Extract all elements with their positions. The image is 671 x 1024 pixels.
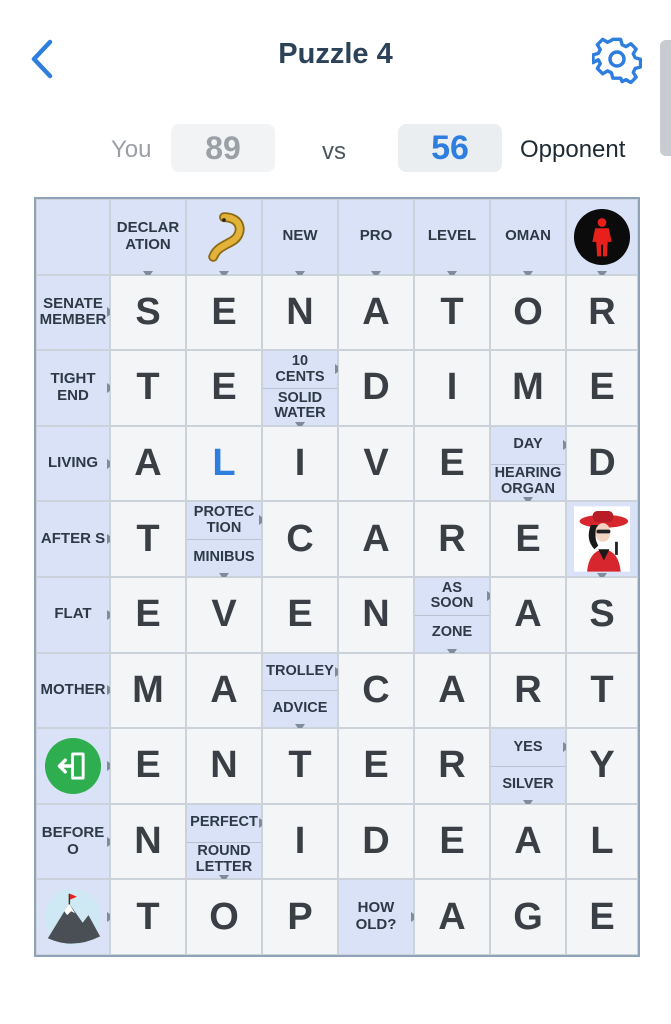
- letter-cell[interactable]: [110, 350, 186, 426]
- page-title: Puzzle 4: [278, 38, 393, 70]
- letter-cell[interactable]: [110, 653, 186, 729]
- letter-cell[interactable]: [566, 804, 638, 880]
- cell-letter: E: [589, 366, 615, 409]
- letter-cell[interactable]: [338, 501, 414, 577]
- letter-cell[interactable]: [262, 501, 338, 577]
- clue-text-bottom: SOLID WATER: [274, 389, 326, 422]
- letter-cell[interactable]: [490, 350, 566, 426]
- letter-cell[interactable]: [490, 879, 566, 955]
- cell-letter: I: [446, 366, 458, 409]
- letter-cell[interactable]: [490, 275, 566, 351]
- picture-clue-cell[interactable]: [186, 199, 262, 275]
- letter-cell[interactable]: [186, 728, 262, 804]
- letter-cell[interactable]: [110, 728, 186, 804]
- letter-cell[interactable]: [566, 275, 638, 351]
- clue-text: BEFORE O: [41, 823, 105, 858]
- clue-cell[interactable]: [36, 501, 110, 577]
- split-clue-cell[interactable]: [262, 653, 338, 729]
- cell-letter: L: [212, 442, 236, 485]
- exit-door-icon: [37, 729, 109, 803]
- cell-letter: A: [438, 668, 466, 711]
- clue-cell[interactable]: [36, 577, 110, 653]
- letter-cell[interactable]: [338, 275, 414, 351]
- letter-cell[interactable]: [414, 350, 490, 426]
- clue-text-top: PROTEC TION: [187, 502, 261, 540]
- clue-text-top: PERFECT: [187, 805, 261, 843]
- clue-text-top: DAY: [491, 427, 565, 465]
- cell-letter: R: [438, 517, 466, 560]
- letter-cell[interactable]: [490, 501, 566, 577]
- cell-letter: S: [589, 593, 615, 636]
- cell-letter: Y: [589, 744, 615, 787]
- cell-letter: L: [590, 820, 614, 863]
- cell-letter: R: [588, 290, 616, 333]
- cell-letter: G: [513, 895, 543, 938]
- letter-cell[interactable]: [262, 804, 338, 880]
- letter-cell[interactable]: [414, 879, 490, 955]
- cell-letter: N: [286, 290, 314, 333]
- split-clue-cell[interactable]: [414, 577, 490, 653]
- letter-cell[interactable]: [338, 804, 414, 880]
- clue-text: HOW OLD?: [355, 899, 397, 934]
- woman-in-red-hat-icon: [567, 502, 637, 576]
- letter-cell[interactable]: [566, 879, 638, 955]
- letter-cell[interactable]: [262, 879, 338, 955]
- cell-letter: N: [134, 820, 162, 863]
- picture-clue-cell[interactable]: [566, 501, 638, 577]
- cell-letter: M: [132, 668, 164, 711]
- cell-letter: T: [440, 290, 464, 333]
- cell-letter: E: [439, 442, 465, 485]
- header: [0, 0, 671, 110]
- cell-letter: V: [363, 442, 389, 485]
- letter-cell[interactable]: [490, 577, 566, 653]
- cell-letter: S: [135, 290, 161, 333]
- letter-cell[interactable]: [414, 275, 490, 351]
- cell-letter: T: [590, 668, 614, 711]
- split-clue-cell[interactable]: [262, 350, 338, 426]
- clue-text-bottom: MINIBUS: [193, 548, 255, 565]
- settings-button[interactable]: [592, 34, 642, 84]
- cell-letter: P: [287, 895, 313, 938]
- clue-cell[interactable]: [338, 879, 414, 955]
- cell-letter: E: [135, 593, 161, 636]
- cell-letter: T: [136, 895, 160, 938]
- clue-text: PRO: [359, 227, 393, 245]
- letter-cell[interactable]: [414, 426, 490, 502]
- letter-cell[interactable]: [338, 728, 414, 804]
- vs-label: vs: [322, 138, 346, 165]
- scoreboard: [0, 124, 671, 174]
- you-label: You: [111, 136, 152, 163]
- cell-letter: A: [362, 290, 390, 333]
- letter-cell[interactable]: [186, 879, 262, 955]
- cell-letter: C: [362, 668, 390, 711]
- cell-letter: E: [589, 895, 615, 938]
- clue-text-bottom: ADVICE: [272, 699, 328, 716]
- cell-letter: D: [362, 820, 390, 863]
- clue-text: SENATE MEMBER: [39, 294, 107, 329]
- cell-letter: V: [211, 593, 237, 636]
- clue-text: FLAT: [54, 605, 92, 623]
- clue-cell[interactable]: [36, 275, 110, 351]
- clue-cell[interactable]: [36, 350, 110, 426]
- letter-cell[interactable]: [338, 577, 414, 653]
- clue-cell[interactable]: [338, 199, 414, 275]
- you-score: 89: [171, 124, 275, 172]
- letter-cell[interactable]: [186, 577, 262, 653]
- mountain-peak-icon: [37, 880, 109, 954]
- cell-letter: E: [211, 366, 237, 409]
- clue-text-top: AS SOON: [415, 578, 489, 616]
- split-clue-cell[interactable]: [490, 426, 566, 502]
- clue-text: OMAN: [505, 227, 551, 245]
- clue-text: TIGHT END: [50, 370, 96, 404]
- clue-text: LIVING: [47, 454, 98, 472]
- cell-letter: R: [438, 744, 466, 787]
- split-clue-cell[interactable]: [490, 728, 566, 804]
- cell-letter: E: [439, 820, 465, 863]
- letter-cell[interactable]: [262, 728, 338, 804]
- letter-cell[interactable]: [262, 275, 338, 351]
- clue-text-bottom: SILVER: [502, 775, 554, 792]
- letter-cell[interactable]: [566, 426, 638, 502]
- letter-cell[interactable]: [262, 577, 338, 653]
- letter-cell[interactable]: [566, 728, 638, 804]
- letter-cell[interactable]: [186, 653, 262, 729]
- letter-cell[interactable]: [566, 350, 638, 426]
- clue-text-bottom: ROUND LETTER: [195, 843, 253, 875]
- letter-cell[interactable]: [186, 426, 262, 502]
- letter-cell[interactable]: [338, 653, 414, 729]
- cell-letter: R: [514, 668, 542, 711]
- letter-cell[interactable]: [566, 653, 638, 729]
- clue-cell[interactable]: [36, 804, 110, 880]
- letter-cell[interactable]: [110, 577, 186, 653]
- cell-letter: O: [209, 895, 239, 938]
- gear-icon: [592, 34, 642, 84]
- split-clue-cell[interactable]: [186, 501, 262, 577]
- opponent-label: Opponent: [520, 136, 626, 163]
- letter-cell[interactable]: [110, 275, 186, 351]
- cell-letter: A: [134, 442, 162, 485]
- cell-letter: E: [515, 517, 541, 560]
- letter-cell[interactable]: [186, 350, 262, 426]
- cell-letter: M: [512, 366, 544, 409]
- clue-cell[interactable]: [36, 426, 110, 502]
- letter-cell[interactable]: [414, 501, 490, 577]
- picture-clue-cell[interactable]: [36, 879, 110, 955]
- letter-cell[interactable]: [110, 426, 186, 502]
- cell-letter: O: [513, 290, 543, 333]
- clue-text: MOTHER: [40, 680, 106, 698]
- clue-text-top: YES: [491, 729, 565, 767]
- clue-text: NEW: [282, 227, 318, 245]
- cell-letter: D: [362, 366, 390, 409]
- crossword-grid: [34, 197, 640, 957]
- red-signal-man-icon: [567, 200, 637, 274]
- letter-cell[interactable]: [110, 879, 186, 955]
- cell-letter: E: [363, 744, 389, 787]
- picture-clue-cell[interactable]: [566, 199, 638, 275]
- letter-cell[interactable]: [490, 804, 566, 880]
- clue-cell[interactable]: [414, 199, 490, 275]
- letter-cell[interactable]: [414, 728, 490, 804]
- letter-cell[interactable]: [414, 653, 490, 729]
- letter-cell[interactable]: [490, 653, 566, 729]
- clue-cell[interactable]: [110, 199, 186, 275]
- opponent-score: 56: [398, 124, 502, 172]
- cell-letter: T: [136, 366, 160, 409]
- cell-letter: E: [287, 593, 313, 636]
- clue-text-bottom: ZONE: [431, 624, 473, 641]
- cell-letter: I: [294, 820, 306, 863]
- clue-text: AFTER S: [40, 529, 106, 547]
- clue-text: LEVEL: [427, 227, 477, 245]
- cell-letter: A: [514, 820, 542, 863]
- clue-cell[interactable]: [36, 653, 110, 729]
- cell-letter: A: [438, 895, 466, 938]
- clue-text: DECLAR ATION: [116, 219, 180, 253]
- cell-letter: T: [288, 744, 312, 787]
- letter-cell[interactable]: [110, 804, 186, 880]
- cell-letter: T: [136, 517, 160, 560]
- cell-letter: E: [135, 744, 161, 787]
- letter-cell[interactable]: [262, 426, 338, 502]
- letter-cell[interactable]: [338, 350, 414, 426]
- cell-letter: N: [210, 744, 238, 787]
- cell-letter: A: [362, 517, 390, 560]
- clue-text-top: 10 CENTS: [263, 351, 337, 389]
- cell-letter: N: [362, 593, 390, 636]
- cell-letter: D: [588, 442, 616, 485]
- letter-cell[interactable]: [186, 275, 262, 351]
- eel-icon: [187, 200, 261, 274]
- letter-cell[interactable]: [338, 426, 414, 502]
- letter-cell[interactable]: [110, 501, 186, 577]
- picture-clue-cell[interactable]: [36, 728, 110, 804]
- clue-text-top: TROLLEY: [263, 654, 337, 692]
- split-clue-cell[interactable]: [186, 804, 262, 880]
- cell-letter: I: [294, 442, 306, 485]
- letter-cell[interactable]: [566, 577, 638, 653]
- clue-cell[interactable]: [490, 199, 566, 275]
- cell-letter: C: [286, 517, 314, 560]
- clue-text-bottom: HEARING ORGAN: [494, 465, 562, 497]
- letter-cell[interactable]: [414, 804, 490, 880]
- cell-letter: A: [514, 593, 542, 636]
- corner-cell: [36, 199, 110, 275]
- cell-letter: A: [210, 668, 238, 711]
- clue-cell[interactable]: [262, 199, 338, 275]
- cell-letter: E: [211, 290, 237, 333]
